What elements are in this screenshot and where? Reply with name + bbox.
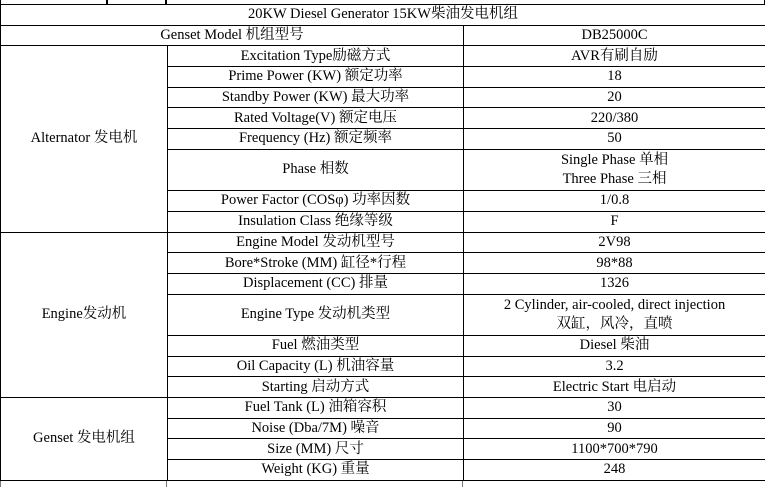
spec-value: Electric Start 电启动 <box>464 377 765 398</box>
spec-value: AVR有刷自励 <box>464 46 765 67</box>
spec-value: 90 <box>464 418 765 439</box>
cutoff-divider <box>106 0 108 4</box>
spec-value: 50 <box>464 129 765 150</box>
spec-label: Insulation Class 绝缘等级 <box>168 211 464 232</box>
table-row <box>1 25 765 46</box>
cutoff-divider <box>0 481 1 487</box>
spec-value: 1/0.8 <box>464 191 765 212</box>
spec-label: Phase 相数 <box>168 149 464 190</box>
spec-value-line: Single Phase 单相 <box>560 151 669 168</box>
spec-label: Engine Model 发动机型号 <box>168 232 464 253</box>
spec-value: 248 <box>464 460 765 481</box>
cutoff-row-top <box>0 0 765 4</box>
cutoff-divider <box>166 481 167 487</box>
spec-label: Noise (Dba/7M) 噪音 <box>168 418 464 439</box>
section-genset: Genset 发电机组 <box>1 398 168 481</box>
spec-label: Size (MM) 尺寸 <box>168 439 464 460</box>
spec-value-line: 双缸，风冷，直喷 <box>556 315 673 332</box>
spec-value: 1326 <box>464 273 765 294</box>
spec-label: Frequency (Hz) 额定频率 <box>168 129 464 150</box>
spec-value <box>464 149 765 190</box>
spec-label: Fuel Tank (L) 油箱容积 <box>168 398 464 419</box>
spec-label: Starting 启动方式 <box>168 377 464 398</box>
spec-value: 3.2 <box>464 356 765 377</box>
spec-label: Engine Type 发动机类型 <box>168 294 464 335</box>
spec-value: 220/380 <box>464 108 765 129</box>
table-row <box>1 46 765 67</box>
spec-value <box>464 294 765 335</box>
spec-label: Oil Capacity (L) 机油容量 <box>168 356 464 377</box>
cutoff-divider <box>462 481 463 487</box>
spec-value-line: 2 Cylinder, air-cooled, direct injection <box>503 296 726 313</box>
spec-value: 2V98 <box>464 232 765 253</box>
spec-label: Excitation Type励磁方式 <box>168 46 464 67</box>
model-label: Genset Model 机组型号 <box>1 25 464 46</box>
spec-label: Weight (KG) 重量 <box>168 460 464 481</box>
spec-label: Bore*Stroke (MM) 缸径*行程 <box>168 253 464 274</box>
cutoff-row-bottom <box>0 481 765 487</box>
model-value: DB25000C <box>464 25 765 46</box>
section-alternator: Alternator 发电机 <box>1 46 168 232</box>
generator-spec-table <box>0 4 765 481</box>
table-title: 20KW Diesel Generator 15KW柴油发电机组 <box>1 5 765 26</box>
table-row <box>1 398 765 419</box>
spec-label: Standby Power (KW) 最大功率 <box>168 87 464 108</box>
spec-value: Diesel 柴油 <box>464 336 765 357</box>
spec-label: Prime Power (KW) 额定功率 <box>168 67 464 88</box>
spec-label: Rated Voltage(V) 额定电压 <box>168 108 464 129</box>
cutoff-divider <box>165 0 167 4</box>
spec-label: Displacement (CC) 排量 <box>168 273 464 294</box>
spec-value: 18 <box>464 67 765 88</box>
table-row <box>1 232 765 253</box>
spec-value: 30 <box>464 398 765 419</box>
spec-value: 98*88 <box>464 253 765 274</box>
table-row <box>1 5 765 26</box>
spec-value-line: Three Phase 三相 <box>562 171 667 187</box>
spec-value: 20 <box>464 87 765 108</box>
spec-label: Power Factor (COSφ) 功率因数 <box>168 191 464 212</box>
spec-value: F <box>464 211 765 232</box>
spec-label: Fuel 燃油类型 <box>168 336 464 357</box>
spec-value: 1100*700*790 <box>464 439 765 460</box>
section-engine: Engine发动机 <box>1 232 168 398</box>
